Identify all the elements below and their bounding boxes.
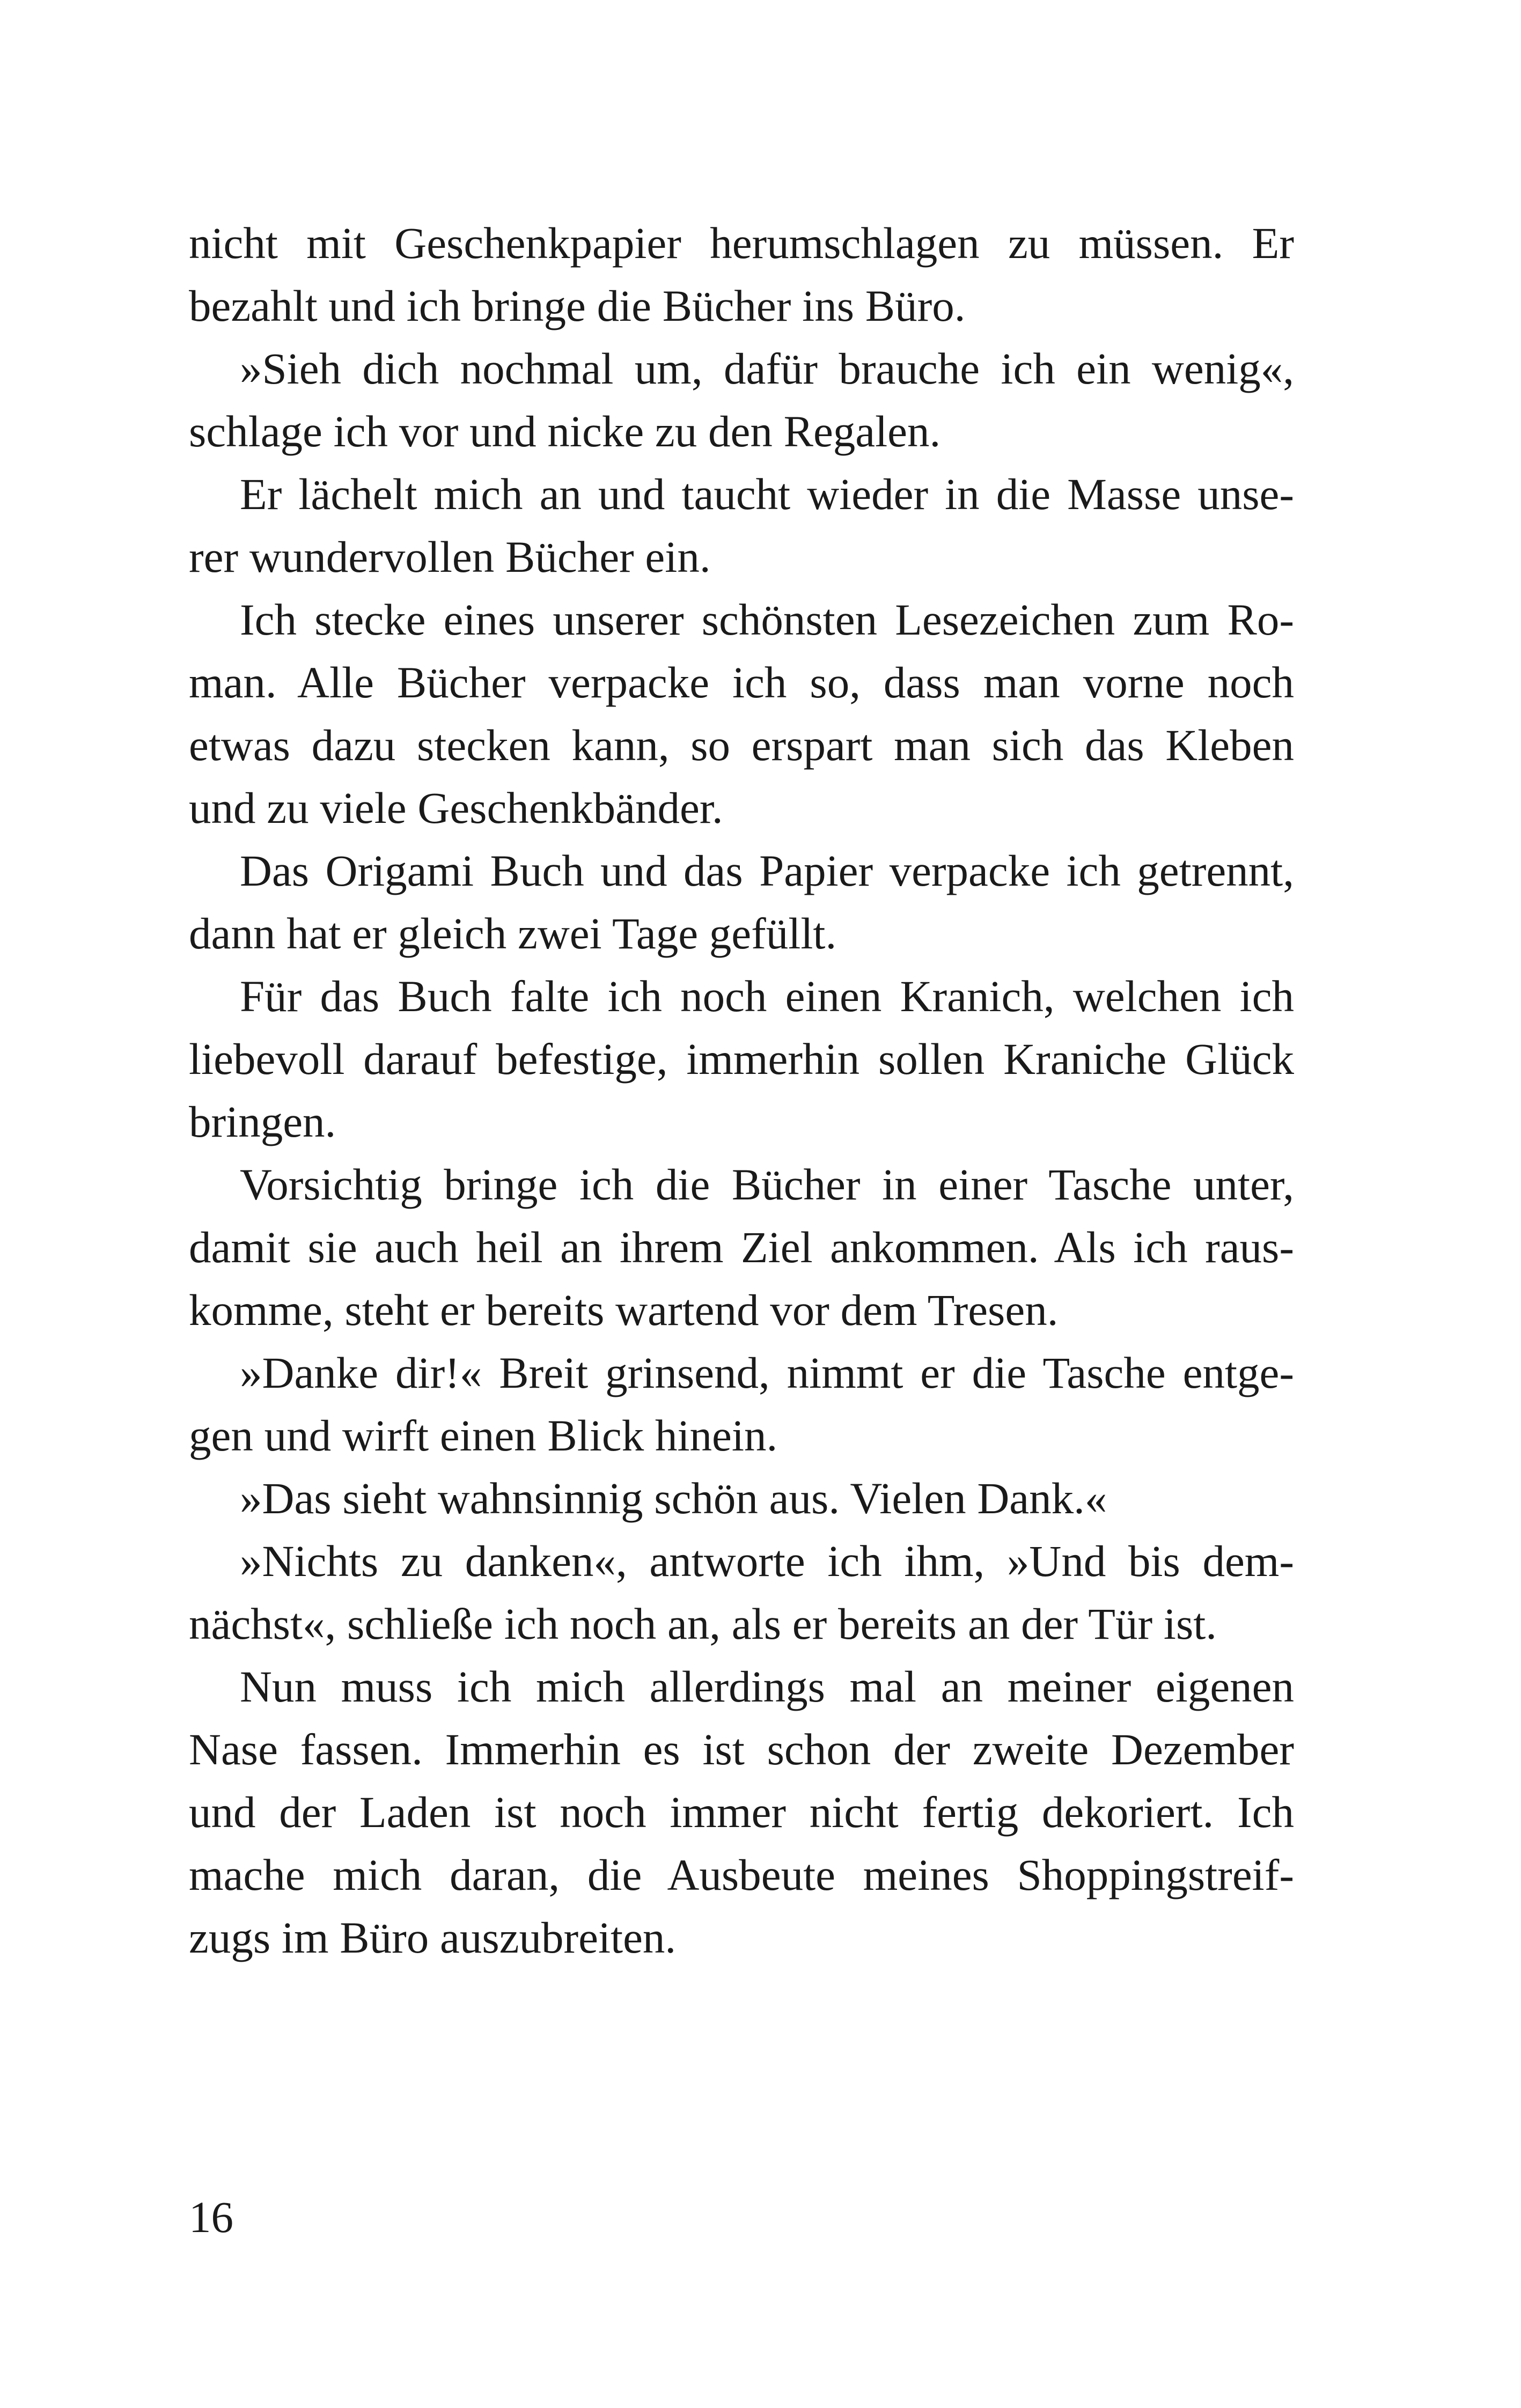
text-line: man. Alle Bücher verpacke ich so, dass man vorne noch xyxy=(189,658,1294,707)
text-line: Das Origami Buch und das Papier verpacke ich getrennt, xyxy=(240,846,1294,895)
text-line: liebevoll darauf befestige, immerhin sollen Kraniche Glück xyxy=(189,1034,1294,1084)
text-line: Nun muss ich mich allerdings mal an meiner eigenen xyxy=(240,1662,1294,1711)
text-line: bezahlt und ich bringe die Bücher ins Büro. xyxy=(189,281,966,330)
text-line: gen und wirft einen Blick hinein. xyxy=(189,1411,778,1460)
text-line: nicht mit Geschenkpapier herumschlagen zu müssen. Er xyxy=(189,218,1294,268)
text-line: »Sieh dich nochmal um, dafür brauche ich ein wenig«, xyxy=(240,344,1294,393)
text-line: Ich stecke eines unserer schönsten Lesezeichen zum Ro- xyxy=(240,595,1294,644)
text-line: Nase fassen. Immerhin es ist schon der zweite Dezember xyxy=(189,1725,1294,1774)
page-number: 16 xyxy=(189,2192,233,2242)
text-line: mache mich daran, die Ausbeute meines Shoppingstreif- xyxy=(189,1850,1294,1899)
text-line: Er lächelt mich an und taucht wieder in die Masse unse- xyxy=(240,469,1294,519)
text-line: nächst«, schließe ich noch an, als er bereits an der Tür ist. xyxy=(189,1599,1217,1648)
text-line: komme, steht er bereits wartend vor dem Tresen. xyxy=(189,1285,1059,1335)
text-line: rer wundervollen Bücher ein. xyxy=(189,532,711,581)
text-line: Für das Buch falte ich noch einen Kranich, welchen ich xyxy=(240,971,1294,1021)
text-line: und zu viele Geschenkbänder. xyxy=(189,783,723,833)
text-line: »Nichts zu danken«, antworte ich ihm, »Und bis dem- xyxy=(240,1536,1294,1586)
text-line: schlage ich vor und nicke zu den Regalen. xyxy=(189,407,941,456)
text-line: »Danke dir!« Breit grinsend, nimmt er die Tasche entge- xyxy=(240,1348,1294,1397)
text-line: dann hat er gleich zwei Tage gefüllt. xyxy=(189,909,837,958)
text-line: etwas dazu stecken kann, so erspart man sich das Kleben xyxy=(189,720,1294,770)
text-line: Vorsichtig bringe ich die Bücher in einer Tasche unter, xyxy=(240,1160,1294,1209)
text-line: »Das sieht wahnsinnig schön aus. Vielen Dank.« xyxy=(240,1474,1107,1523)
text-line: zugs im Büro auszubreiten. xyxy=(189,1913,677,1962)
text-line: und der Laden ist noch immer nicht fertig dekoriert. Ich xyxy=(189,1787,1294,1837)
text-line: bringen. xyxy=(189,1097,336,1146)
text-line: damit sie auch heil an ihrem Ziel ankommen. Als ich raus- xyxy=(189,1223,1294,1272)
body-text xyxy=(189,212,1294,1969)
